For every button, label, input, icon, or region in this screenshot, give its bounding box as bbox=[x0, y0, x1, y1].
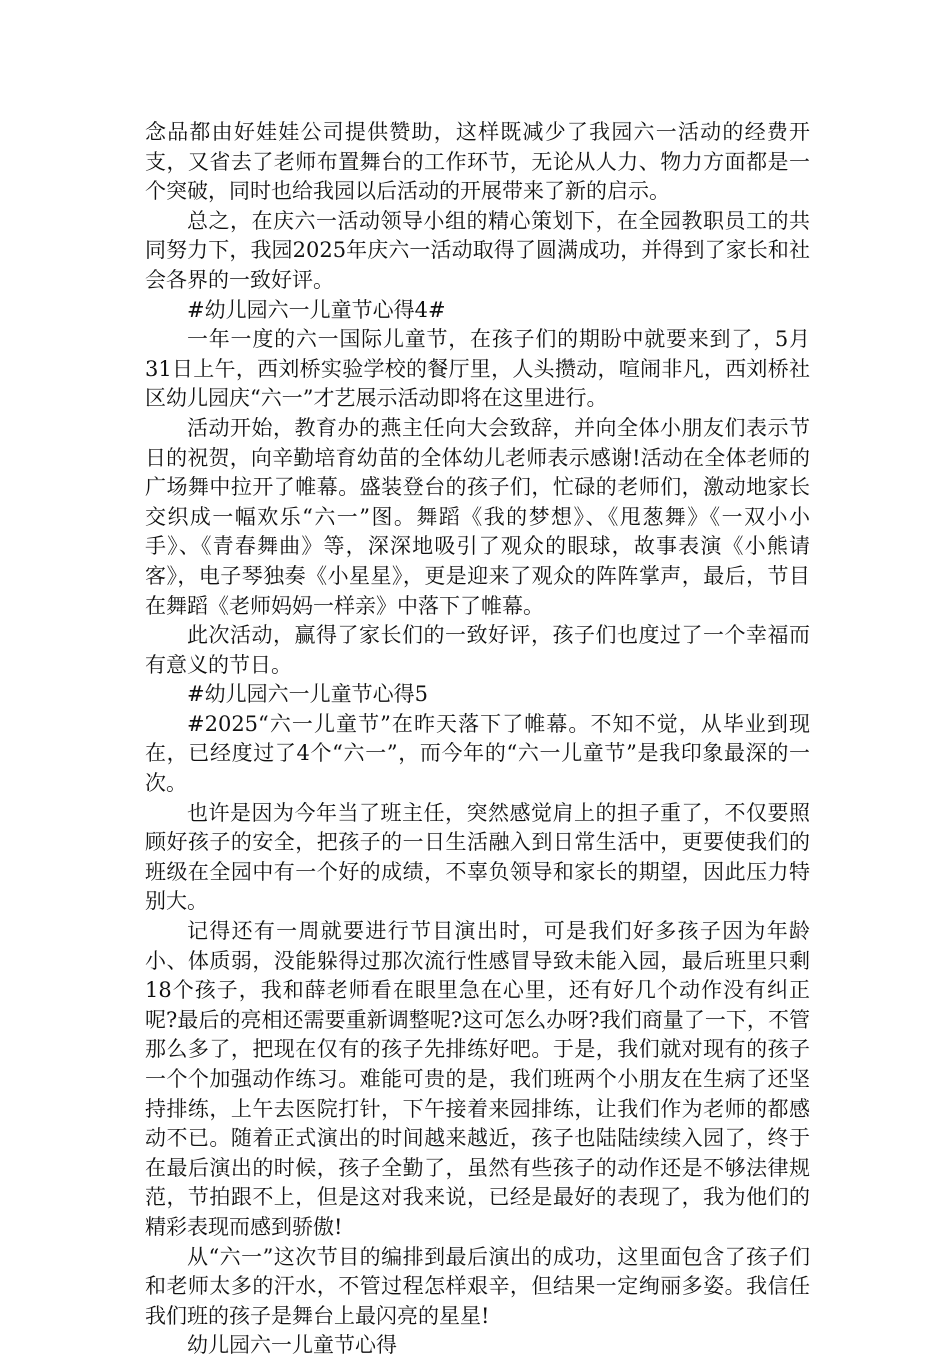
paragraph-7: 也许是因为今年当了班主任，突然感觉肩上的担子重了，不仅要照顾好孩子的安全，把孩子的一日生活融入到日常生活中，更要使我们的班级在全园中有一个好的成绩，不辜负领导和家长的期望，因此压力特别大。 bbox=[145, 800, 810, 914]
section-heading-5: #幼儿园六一儿童节心得5 bbox=[187, 682, 428, 707]
paragraph-4: 活动开始，教育办的燕主任向大会致辞，并向全体小朋友们表示节日的祝贺，向辛勤培育幼苗的全体幼儿老师表示感谢!活动在全体老师的广场舞中拉开了帷幕。盛装登台的孩子们，忙碌的老师们，激动地家长交织成一幅欢乐“六一”图。舞蹈《我的梦想》、《甩葱舞》《一双小小手》、《青春舞曲》等，深深地吸引了观众的眼球，故事表演《小熊请客》，电子琴独奏《小星星》，更是迎来了观众的阵阵掌声，最后，节目在舞蹈《老师妈妈一样亲》中落下了帷幕。 bbox=[145, 415, 810, 618]
document-body bbox=[145, 118, 810, 1361]
paragraph-2: 总之，在庆六一活动领导小组的精心策划下，在全园教职员工的共同努力下，我园2025年庆六一活动取得了圆满成功，并得到了家长和社会各界的一致好评。 bbox=[145, 208, 810, 292]
paragraph-6: #2025“六一儿童节”在昨天落下了帷幕。不知不觉，从毕业到现在，已经度过了4个“六一”，而今年的“六一儿童节”是我印象最深的一次。 bbox=[145, 711, 810, 796]
paragraph-5: 此次活动，赢得了家长们的一致好评，孩子们也度过了一个幸福而有意义的节日。 bbox=[145, 623, 810, 677]
paragraph-3: 一年一度的六一国际儿童节，在孩子们的期盼中就要来到了，5月31日上午，西刘桥实验学校的餐厅里，人头攒动，喧闹非凡，西刘桥社区幼儿园庆“六一”才艺展示活动即将在这里进行。 bbox=[145, 327, 810, 411]
section-heading-next: 幼儿园六一儿童节心得 bbox=[187, 1333, 397, 1358]
paragraph-9: 从“六一”这次节目的编排到最后演出的成功，这里面包含了孩子们和老师太多的汗水，不管过程怎样艰辛，但结果一定绚丽多姿。我信任我们班的孩子是舞台上最闪亮的星星! bbox=[145, 1244, 810, 1328]
paragraph-8: 记得还有一周就要进行节目演出时，可是我们好多孩子因为年龄小、体质弱，没能躲得过那次流行性感冒导致未能入园，最后班里只剩18个孩子，我和薛老师看在眼里急在心里，还有好几个动作没有纠正呢?最后的亮相还需要重新调整呢?这可怎么办呀?我们商量了一下，不管那么多了，把现在仅有的孩子先排练好吧。于是，我们就对现有的孩子一个个加强动作练习。难能可贵的是，我们班两个小朋友在生病了还坚持排练，上午去医院打针，下午接着来园排练，让我们作为老师的都感动不已。随着正式演出的时间越来越近，孩子也陆陆续续入园了，终于在最后演出的时候，孩子全勤了，虽然有些孩子的动作还是不够法律规范，节拍跟不上，但是这对我来说，已经是最好的表现了，我为他们的精彩表现而感到骄傲! bbox=[145, 919, 810, 1239]
section-heading-4: #幼儿园六一儿童节心得4# bbox=[187, 297, 446, 322]
paragraph-1: 念品都由好娃娃公司提供赞助，这样既减少了我园六一活动的经费开支，又省去了老师布置舞台的工作环节，无论从人力、物力方面都是一个突破，同时也给我园以后活动的开展带来了新的启示。 bbox=[145, 120, 810, 204]
